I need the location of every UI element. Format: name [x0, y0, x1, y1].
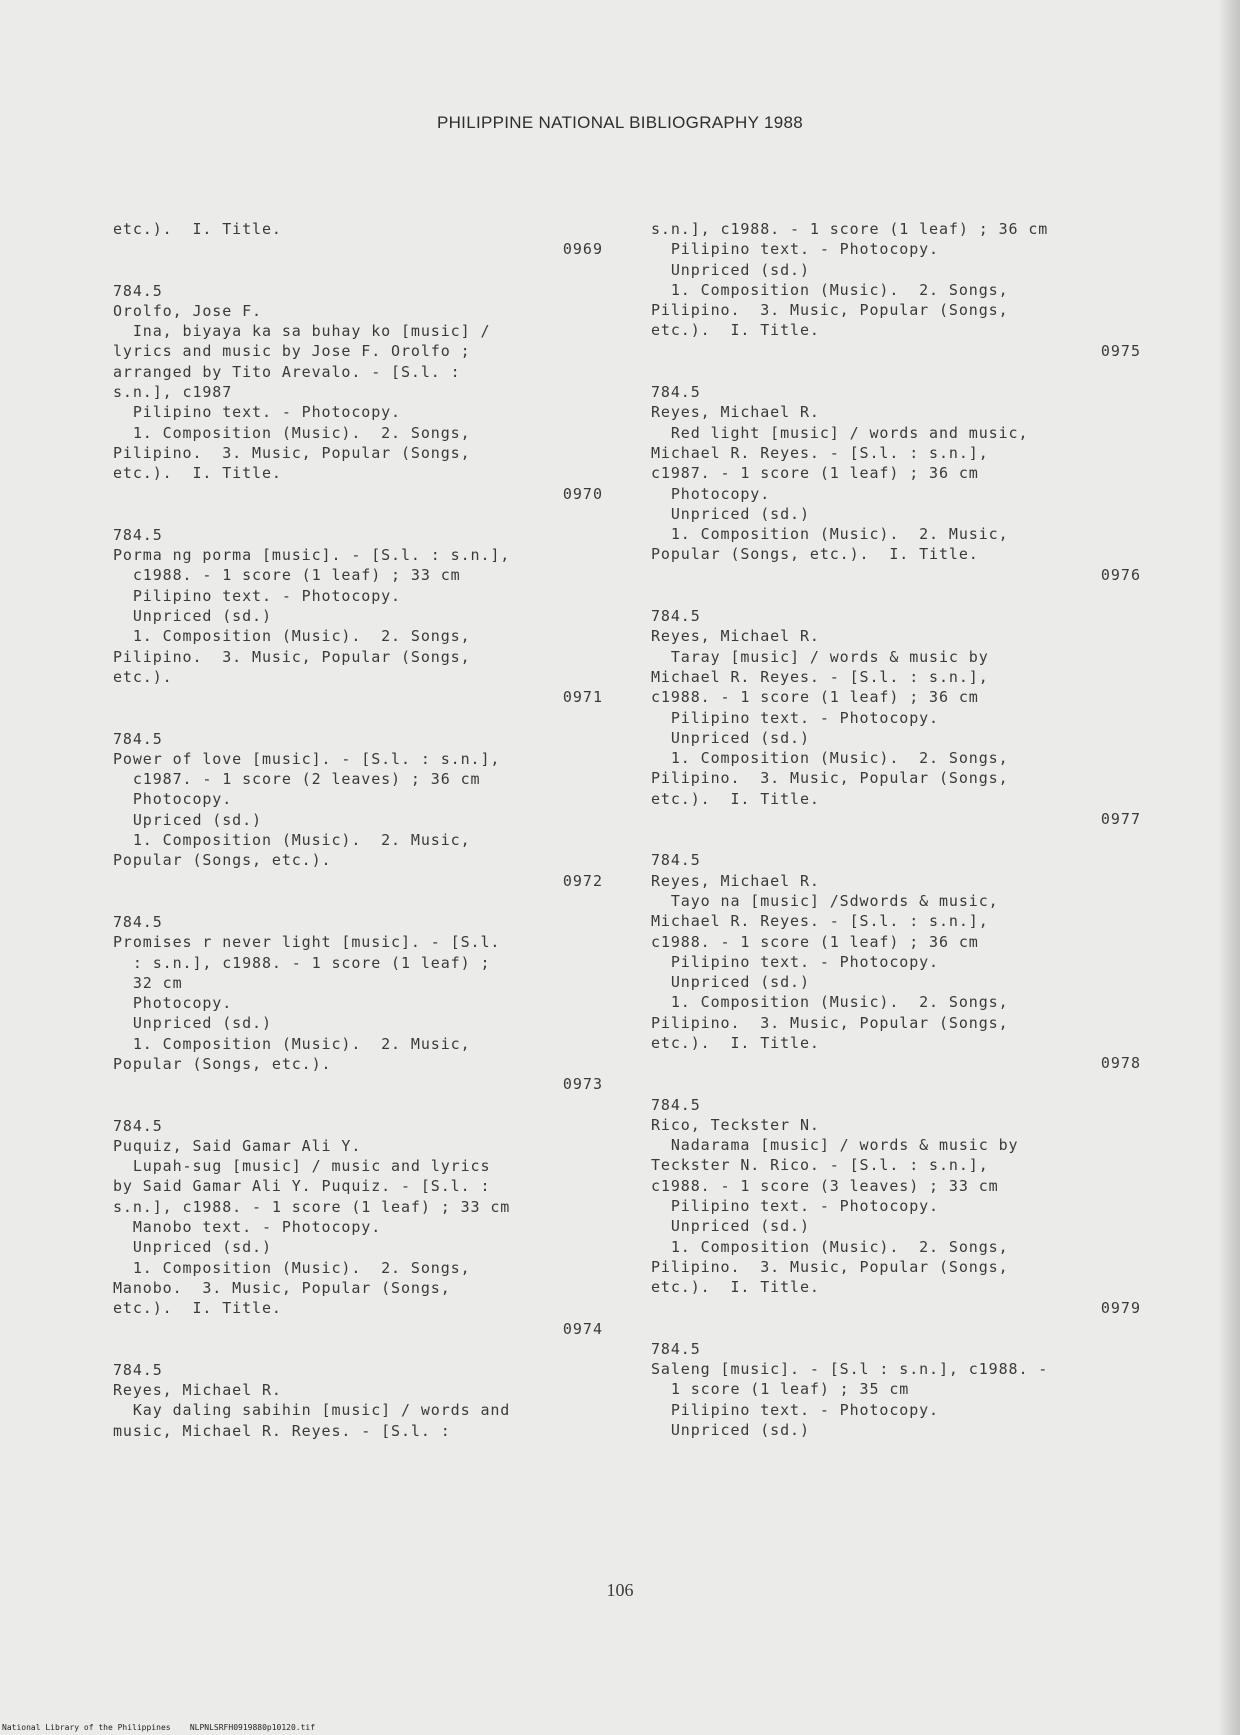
entry-line: etc.). I. Title.	[651, 1033, 820, 1052]
entry-line: Pilipino text. - Photocopy.	[651, 1197, 939, 1216]
entry-line: 784.5	[113, 912, 163, 931]
entry-line: Unpriced (sd.)	[113, 1238, 272, 1257]
bibliography-entry	[651, 606, 1141, 829]
bibliography-entry	[651, 382, 1141, 585]
entry-line: 784.5	[113, 525, 163, 544]
page-number: 106	[606, 1580, 634, 1600]
entry-line: Unpriced (sd.)	[113, 607, 272, 626]
entry-line: 1. Composition (Music). 2. Music,	[113, 1034, 471, 1053]
entry-line: c1988. - 1 score (1 leaf) ; 36 cm	[651, 932, 979, 951]
entry-line: 1. Composition (Music). 2. Songs,	[651, 1237, 1009, 1256]
page-edge-shadow	[1218, 0, 1240, 1735]
bibliography-entry	[651, 219, 1141, 361]
entry-line: Photocopy.	[651, 484, 771, 503]
entry-line: 784.5	[651, 1339, 701, 1358]
page-header: PHILIPPINE NATIONAL BIBLIOGRAPHY 1988	[436, 113, 804, 132]
entry-line: Michael R. Reyes. - [S.l. : s.n.],	[651, 912, 989, 931]
entry-line: music, Michael R. Reyes. - [S.l. :	[113, 1421, 451, 1440]
entry-line: Pilipino text. - Photocopy.	[651, 1400, 939, 1419]
entry-line: Popular (Songs, etc.).	[113, 851, 332, 870]
entry-line: Unpriced (sd.)	[651, 504, 810, 523]
bibliography-entry	[113, 912, 603, 1095]
entry-line: etc.). I. Title.	[113, 1299, 282, 1318]
entry-line: 784.5	[651, 1095, 701, 1114]
entry-line: 1. Composition (Music). 2. Songs,	[113, 1258, 471, 1277]
entry-number: 0971	[562, 688, 603, 707]
entry-line: s.n.], c1987	[113, 383, 233, 402]
entry-line: Pilipino. 3. Music, Popular (Songs,	[651, 769, 1009, 788]
entry-line: Promises r never light [music]. - [S.l.	[113, 933, 501, 952]
entry-line: Pilipino. 3. Music, Popular (Songs,	[651, 1013, 1009, 1032]
scan-footer: National Library of the Philippines NLPNLSRFH0919880p10120.tif	[2, 1723, 316, 1732]
entry-line: c1988. - 1 score (3 leaves) ; 33 cm	[651, 1176, 999, 1195]
bibliography-entry	[113, 281, 603, 504]
entry-line: Pilipino. 3. Music, Popular (Songs,	[651, 301, 1009, 320]
entry-line: Kay daling sabihin [music] / words and	[113, 1401, 511, 1420]
entry-number: 0974	[562, 1319, 603, 1338]
entry-line: Unpriced (sd.)	[651, 973, 810, 992]
entry-line: Puquiz, Said Gamar Ali Y.	[113, 1136, 362, 1155]
entry-number: 0970	[562, 484, 603, 503]
entry-line: 1 score (1 leaf) ; 35 cm	[651, 1380, 910, 1399]
bibliography-entry	[113, 1360, 603, 1441]
entry-line: Reyes, Michael R.	[113, 1381, 282, 1400]
entry-line: : s.n.], c1988. - 1 score (1 leaf) ;	[113, 953, 491, 972]
entry-line: Reyes, Michael R.	[651, 403, 820, 422]
entry-line: by Said Gamar Ali Y. Puquiz. - [S.l. :	[113, 1177, 491, 1196]
entry-line: Tayo na [music] /Sdwords & music,	[651, 891, 999, 910]
entry-line: Pilipino. 3. Music, Popular (Songs,	[113, 443, 471, 462]
entry-line: Taray [music] / words & music by	[651, 647, 989, 666]
entry-line: c1987. - 1 score (2 leaves) ; 36 cm	[113, 770, 481, 789]
entry-line: arranged by Tito Arevalo. - [S.l. :	[113, 362, 461, 381]
entry-number: 0977	[1100, 810, 1141, 829]
bibliography-entry	[113, 219, 603, 260]
entry-line: Lupah-sug [music] / music and lyrics	[113, 1157, 491, 1176]
entry-line: Teckster N. Rico. - [S.l. : s.n.],	[651, 1156, 989, 1175]
entry-line: etc.). I. Title.	[651, 1278, 820, 1297]
entry-line: s.n.], c1988. - 1 score (1 leaf) ; 36 cm	[651, 220, 1049, 238]
entry-line: Porma ng porma [music]. - [S.l. : s.n.],	[113, 546, 511, 565]
entry-line: Manobo. 3. Music, Popular (Songs,	[113, 1278, 451, 1297]
entry-line: 1. Composition (Music). 2. Songs,	[113, 627, 471, 646]
entry-line: Reyes, Michael R.	[651, 871, 820, 890]
entry-line: Orolfo, Jose F.	[113, 301, 262, 320]
entry-line: Unpriced (sd.)	[651, 1421, 810, 1440]
entry-line: etc.).	[113, 667, 173, 686]
entry-line: c1987. - 1 score (1 leaf) ; 36 cm	[651, 464, 979, 483]
entry-number: 0975	[1100, 341, 1141, 360]
entry-number: 0969	[562, 240, 603, 259]
bibliography-entry	[113, 1116, 603, 1339]
entry-line: etc.). I. Title.	[651, 321, 820, 340]
entry-line: 784.5	[113, 729, 163, 748]
entry-line: etc.). I. Title.	[113, 464, 282, 483]
entry-line: 1. Composition (Music). 2. Songs,	[651, 280, 1009, 299]
entry-line: Unpriced (sd.)	[113, 1014, 272, 1033]
entry-line: Nadarama [music] / words & music by	[651, 1136, 1019, 1155]
entry-line: Photocopy.	[113, 994, 233, 1013]
entry-line: Pilipino text. - Photocopy.	[651, 240, 939, 259]
right-column	[651, 219, 1141, 1461]
entry-line: 784.5	[113, 281, 163, 300]
entry-line: Pilipino. 3. Music, Popular (Songs,	[651, 1257, 1009, 1276]
entry-line: Michael R. Reyes. - [S.l. : s.n.],	[651, 667, 989, 686]
entry-line: 32 cm	[113, 973, 183, 992]
entry-line: 1. Composition (Music). 2. Music,	[651, 525, 1009, 544]
bibliography-entry	[651, 1095, 1141, 1318]
entry-line: Power of love [music]. - [S.l. : s.n.],	[113, 749, 501, 768]
entry-line: Ina, biyaya ka sa buhay ko [music] /	[113, 322, 491, 341]
bibliography-entry	[113, 729, 603, 891]
entry-number: 0976	[1100, 565, 1141, 584]
entry-line: 784.5	[651, 607, 701, 626]
entry-line: Unpriced (sd.)	[651, 1217, 810, 1236]
entry-number: 0978	[1100, 1054, 1141, 1073]
entry-line: 784.5	[651, 383, 701, 402]
entry-line: Michael R. Reyes. - [S.l. : s.n.],	[651, 443, 989, 462]
bibliography-entry	[113, 525, 603, 708]
entry-line: c1988. - 1 score (1 leaf) ; 33 cm	[113, 566, 461, 585]
entry-line: Rico, Teckster N.	[651, 1115, 820, 1134]
entry-line: Reyes, Michael R.	[651, 627, 820, 646]
entry-line: 1. Composition (Music). 2. Songs,	[113, 423, 471, 442]
entry-line: Popular (Songs, etc.). I. Title.	[651, 545, 979, 564]
entry-line: Upriced (sd.)	[113, 810, 262, 829]
entry-line: 784.5	[651, 851, 701, 870]
entry-number: 0973	[562, 1075, 603, 1094]
entry-line: etc.). I. Title.	[113, 220, 282, 238]
entry-line: 1. Composition (Music). 2. Music,	[113, 831, 471, 850]
entry-line: 784.5	[113, 1116, 163, 1135]
entry-line: s.n.], c1988. - 1 score (1 leaf) ; 33 cm	[113, 1197, 511, 1216]
entry-number: 0972	[562, 871, 603, 890]
entry-line: lyrics and music by Jose F. Orolfo ;	[113, 342, 471, 361]
bibliography-entry	[651, 850, 1141, 1073]
entry-line: Pilipino text. - Photocopy.	[651, 708, 939, 727]
entry-line: Popular (Songs, etc.).	[113, 1054, 332, 1073]
entry-line: Unpriced (sd.)	[651, 728, 810, 747]
entry-line: 784.5	[113, 1360, 163, 1379]
entry-line: Pilipino text. - Photocopy.	[651, 952, 939, 971]
entry-line: 1. Composition (Music). 2. Songs,	[651, 993, 1009, 1012]
left-column	[113, 219, 603, 1462]
entry-line: Saleng [music]. - [S.l : s.n.], c1988. -	[651, 1360, 1049, 1379]
entry-line: Pilipino text. - Photocopy.	[113, 403, 401, 422]
entry-line: etc.). I. Title.	[651, 789, 820, 808]
entry-line: Pilipino text. - Photocopy.	[113, 586, 401, 605]
entry-line: Pilipino. 3. Music, Popular (Songs,	[113, 647, 471, 666]
entry-line: Unpriced (sd.)	[651, 260, 810, 279]
entry-line: c1988. - 1 score (1 leaf) ; 36 cm	[651, 688, 979, 707]
entry-number: 0979	[1100, 1298, 1141, 1317]
bibliography-entry	[651, 1339, 1141, 1440]
entry-line: Photocopy.	[113, 790, 233, 809]
entry-line: Manobo text. - Photocopy.	[113, 1218, 382, 1237]
entry-line: Red light [music] / words and music,	[651, 423, 1029, 442]
entry-line: 1. Composition (Music). 2. Songs,	[651, 749, 1009, 768]
